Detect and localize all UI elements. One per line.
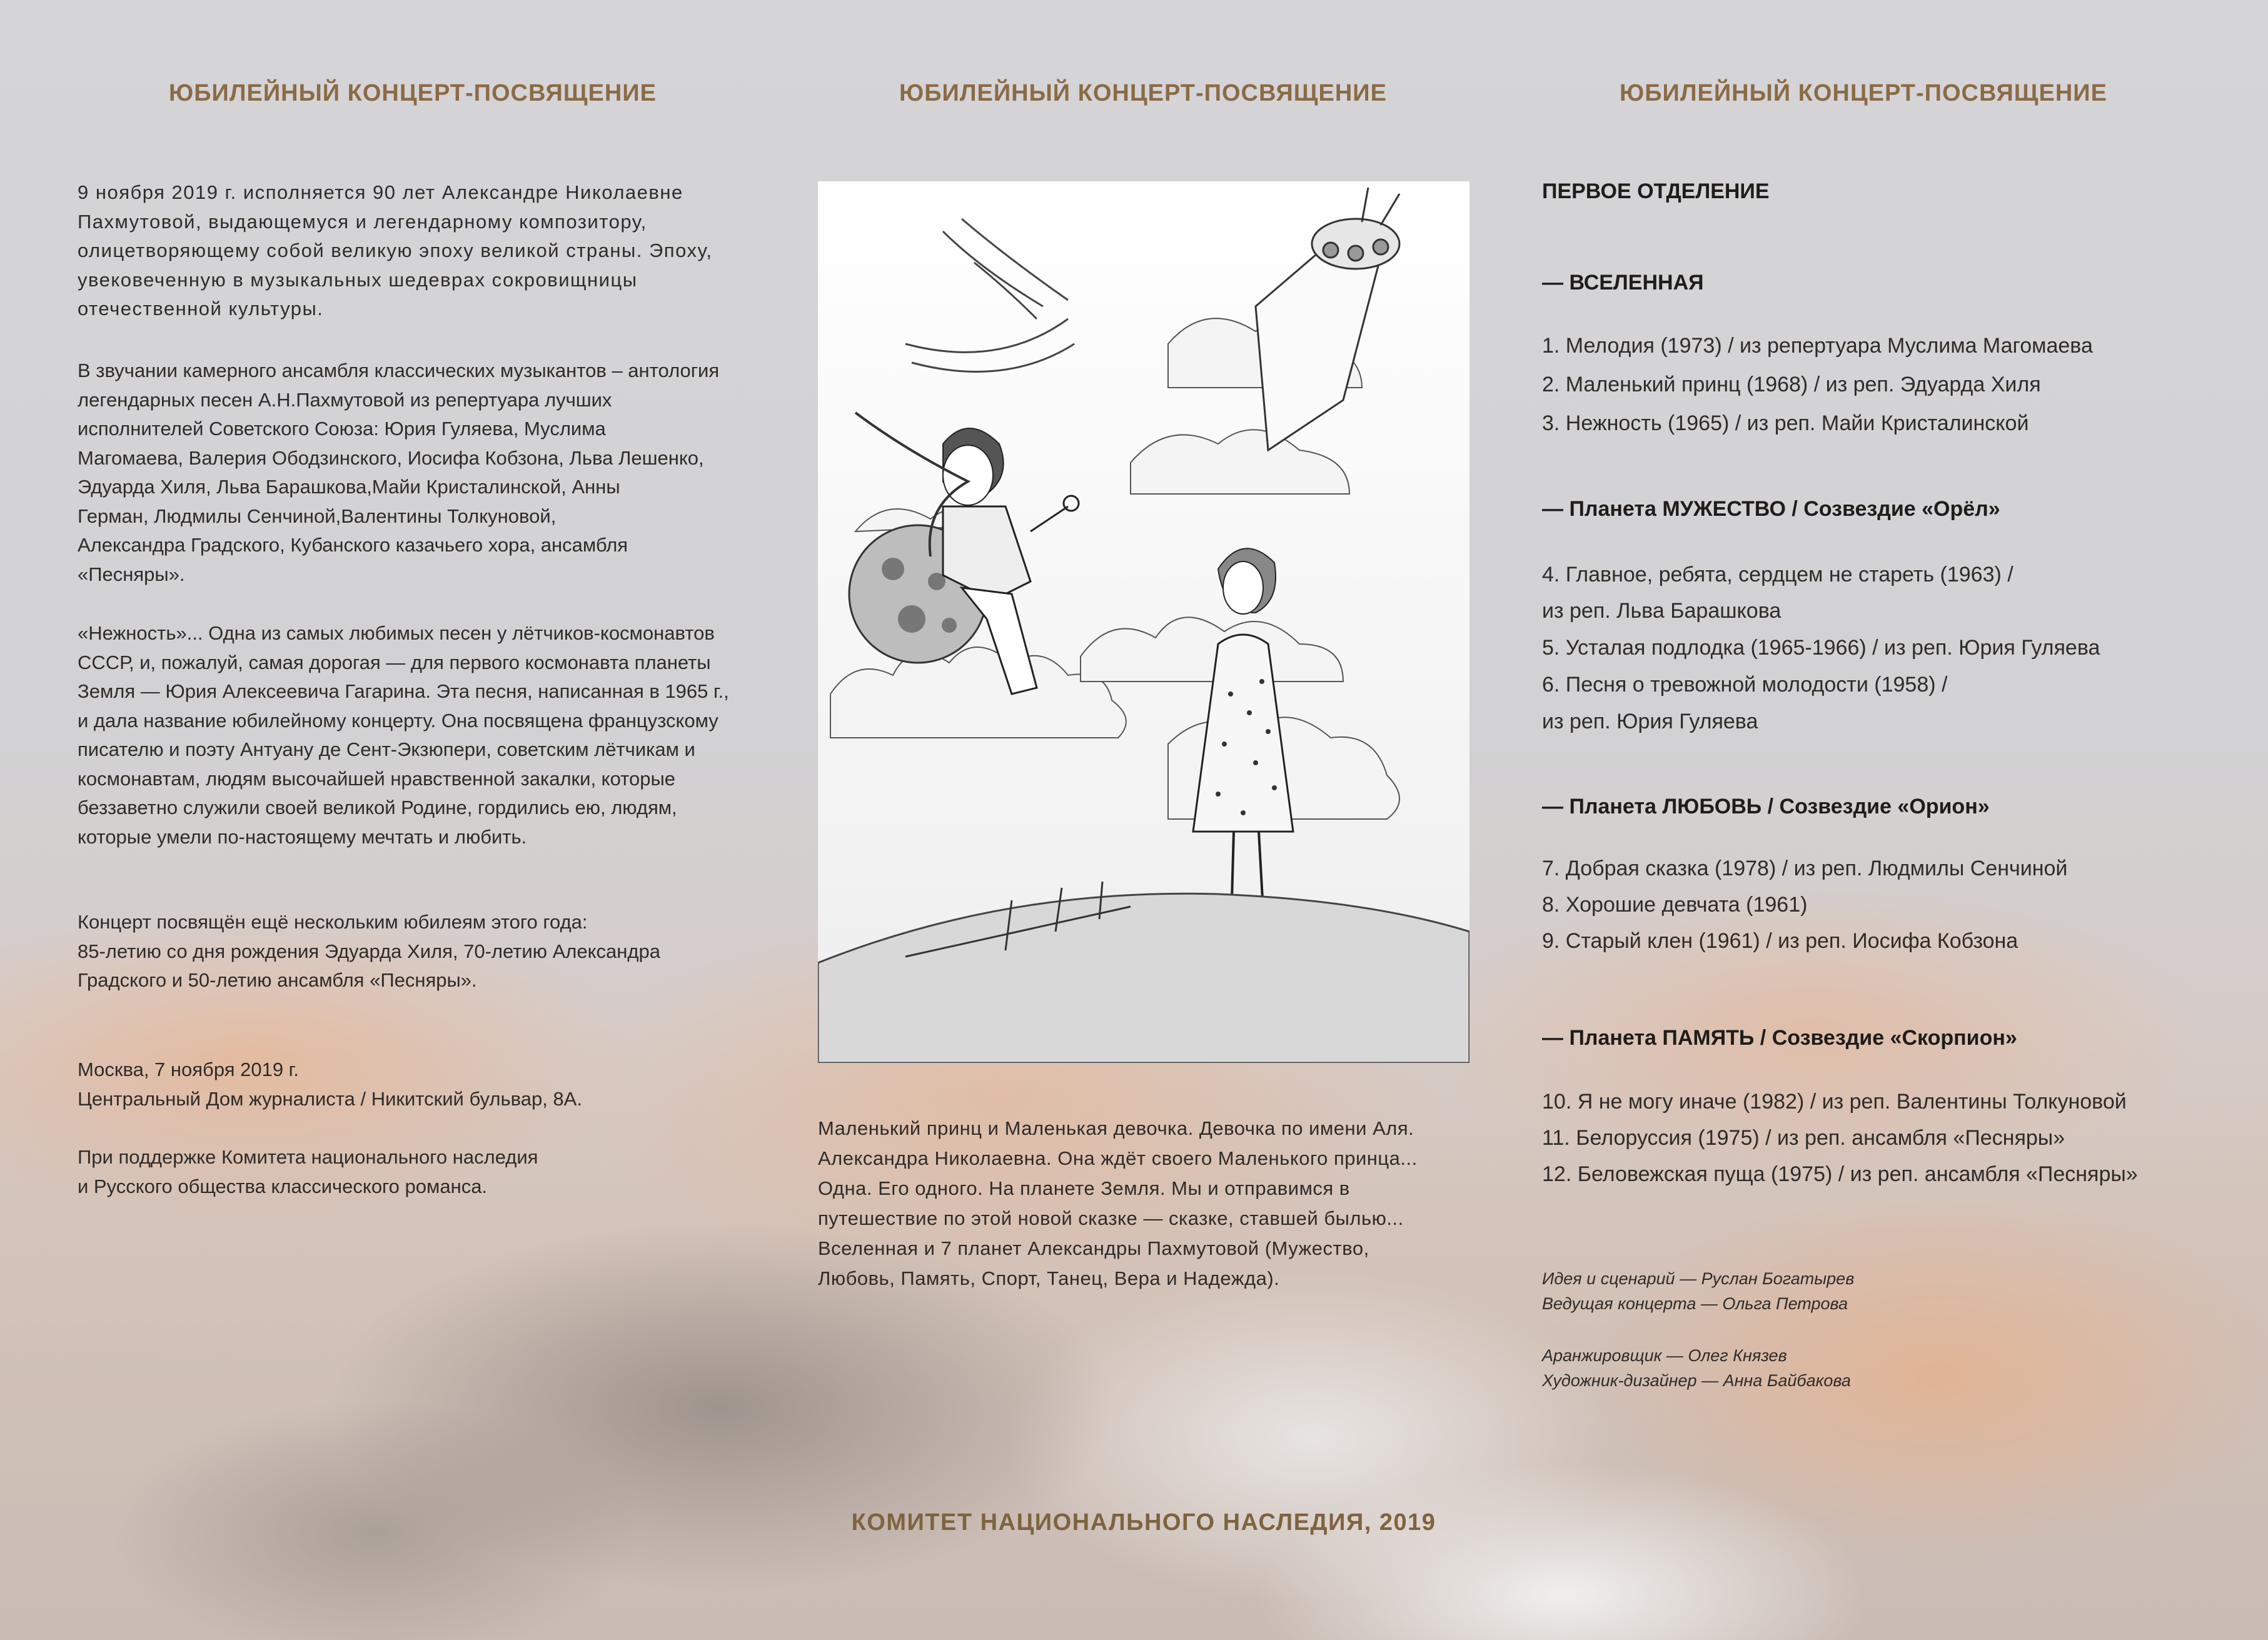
caption-line-2: Александра Николаевна. Она ждёт своего Маленького принца...: [818, 1147, 1418, 1169]
event-date: Москва, 7 ноября 2019 г.: [78, 1059, 299, 1080]
right-column-header: ЮБИЛЕЙНЫЙ КОНЦЕРТ-ПОСВЯЩЕНИЕ: [1620, 80, 2107, 106]
intro-paragraph: 9 ноября 2019 г. исполняется 90 лет Александре Николаевне Пахмутовой, выдающемуся и легендарному композитору, олицетворяющему собой великую эпоху великой страны. Эпоху, увековеченную в музыкальных шедеврах сокровищницы отечественной культуры.: [78, 181, 713, 319]
event-venue: Центральный Дом журналиста / Никитский бульвар, 8А.: [78, 1088, 582, 1110]
left-column-header: ЮБИЛЕЙНЫЙ КОНЦЕРТ-ПОСВЯЩЕНИЕ: [169, 80, 657, 106]
program-item: 2. Маленький принц (1968) / из реп. Эдуарда Хиля: [1542, 373, 2041, 396]
program-item: из реп. Юрия Гуляева: [1542, 710, 1758, 733]
program-item: 1. Мелодия (1973) / из репертуара Муслима Магомаева: [1542, 334, 2093, 358]
section-title-memory: — Планета ПАМЯТЬ / Созвездие «Скорпион»: [1542, 1026, 2017, 1050]
program-item: 11. Белоруссия (1975) / из реп. ансамбля «Песняры»: [1542, 1126, 2065, 1150]
program-item: 8. Хорошие девчата (1961): [1542, 893, 1808, 917]
program-item: из реп. Льва Барашкова: [1542, 599, 1782, 623]
credit-line: Ведущая концерта — Ольга Петрова: [1542, 1294, 1848, 1313]
program-item: 12. Беловежская пуща (1975) / из реп. ансамбля «Песняры»: [1542, 1162, 2138, 1186]
section-title-universe: — ВСЕЛЕННАЯ: [1542, 271, 1704, 294]
section-title-courage: — Планета МУЖЕСТВО / Созвездие «Орёл»: [1542, 497, 2000, 521]
program-item: 5. Усталая подлодка (1965-1966) / из реп. Юрия Гуляева: [1542, 636, 2100, 660]
caption-line-4: путешествие по этой новой сказке — сказке, ставшей былью...: [818, 1207, 1404, 1229]
jubilees-paragraph: Концерт посвящён ещё нескольким юбилеям этого года: 85-летию со дня рождения Эдуарда Хиля, 70-летию Александра Градского и 50-летию ансамбля «Песняры».: [78, 911, 660, 991]
caption-line-3: Одна. Его одного. На планете Земля. Мы и отправимся в: [818, 1177, 1350, 1199]
footer-committee: КОМИТЕТ НАЦИОНАЛЬНОГО НАСЛЕДИЯ, 2019: [851, 1509, 1436, 1536]
program-item: 6. Песня о тревожной молодости (1958) /: [1542, 673, 1948, 697]
program-item: 7. Добрая сказка (1978) / из реп. Людмилы Сенчиной: [1542, 857, 2068, 880]
support-line-2: и Русского общества классического романса.: [78, 1175, 488, 1197]
program-item: 10. Я не могу иначе (1982) / из реп. Валентины Толкуновой: [1542, 1090, 2127, 1114]
illustration-drawing: [818, 181, 1469, 1063]
program-item: 9. Старый клен (1961) / из реп. Иосифа Кобзона: [1542, 929, 2019, 953]
program-item: 3. Нежность (1965) / из реп. Майи Кристалинской: [1542, 411, 2029, 435]
credit-line: Художник-дизайнер — Анна Байбакова: [1542, 1371, 1851, 1390]
support-line-1: При поддержке Комитета национального наследия: [78, 1146, 538, 1168]
caption-line-6: Любовь, Память, Спорт, Танец, Вера и Надежда).: [818, 1267, 1280, 1289]
program-item: 4. Главное, ребята, сердцем не стареть (1963) /: [1542, 563, 2013, 586]
center-column-header: ЮБИЛЕЙНЫЙ КОНЦЕРТ-ПОСВЯЩЕНИЕ: [899, 80, 1387, 106]
caption-line-5: Вселенная и 7 планет Александры Пахмутовой (Мужество,: [818, 1237, 1369, 1259]
caption-line-1: Маленький принц и Маленькая девочка. Девочка по имени Аля.: [818, 1117, 1414, 1139]
tenderness-paragraph: «Нежность»... Одна из самых любимых песен у лётчиков-космонавтов СССР, и, пожалуй, самая дорогая — для первого космонавта планеты Земля — Юрия Алексеевича Гагарина. Эта песня, написанная в 1965 г., и дала название юбилейному концерту. Она посвящена французскому писателю и поэту Антуану де Сент-Экзюпери, советским лётчикам и космонавтам, людям высочайшей нравственной закалки, которые беззаветно служили своей великой Родине, гордились ею, людям, которые умели по-настоящему мечтать и любить.: [78, 622, 729, 848]
section-title-love: — Планета ЛЮБОВЬ / Созвездие «Орион»: [1542, 795, 1990, 818]
credit-line: Аранжировщик — Олег Князев: [1542, 1346, 1787, 1365]
part-title: ПЕРВОЕ ОТДЕЛЕНИЕ: [1542, 179, 1770, 203]
credit-line: Идея и сценарий — Руслан Богатырев: [1542, 1269, 1855, 1288]
anthology-paragraph: В звучании камерного ансамбля классических музыкантов – антология легендарных песен А.Н.Пахмутовой из репертуара лучших исполнителей Советского Союза: Юрия Гуляева, Муслима Магомаева, Валерия Ободзинского, Иосифа Кобзона, Льва Лешенко, Эдуарда Хиля, Льва Барашкова,Майи Кристалинской, Анны Герман, Людмилы Сенчиной,Валентины Толкуновой, Александра Градского, Кубанского казачьего хора, ансамбля «Песняры».: [78, 360, 720, 585]
illustration-little-prince: [818, 181, 1469, 1063]
